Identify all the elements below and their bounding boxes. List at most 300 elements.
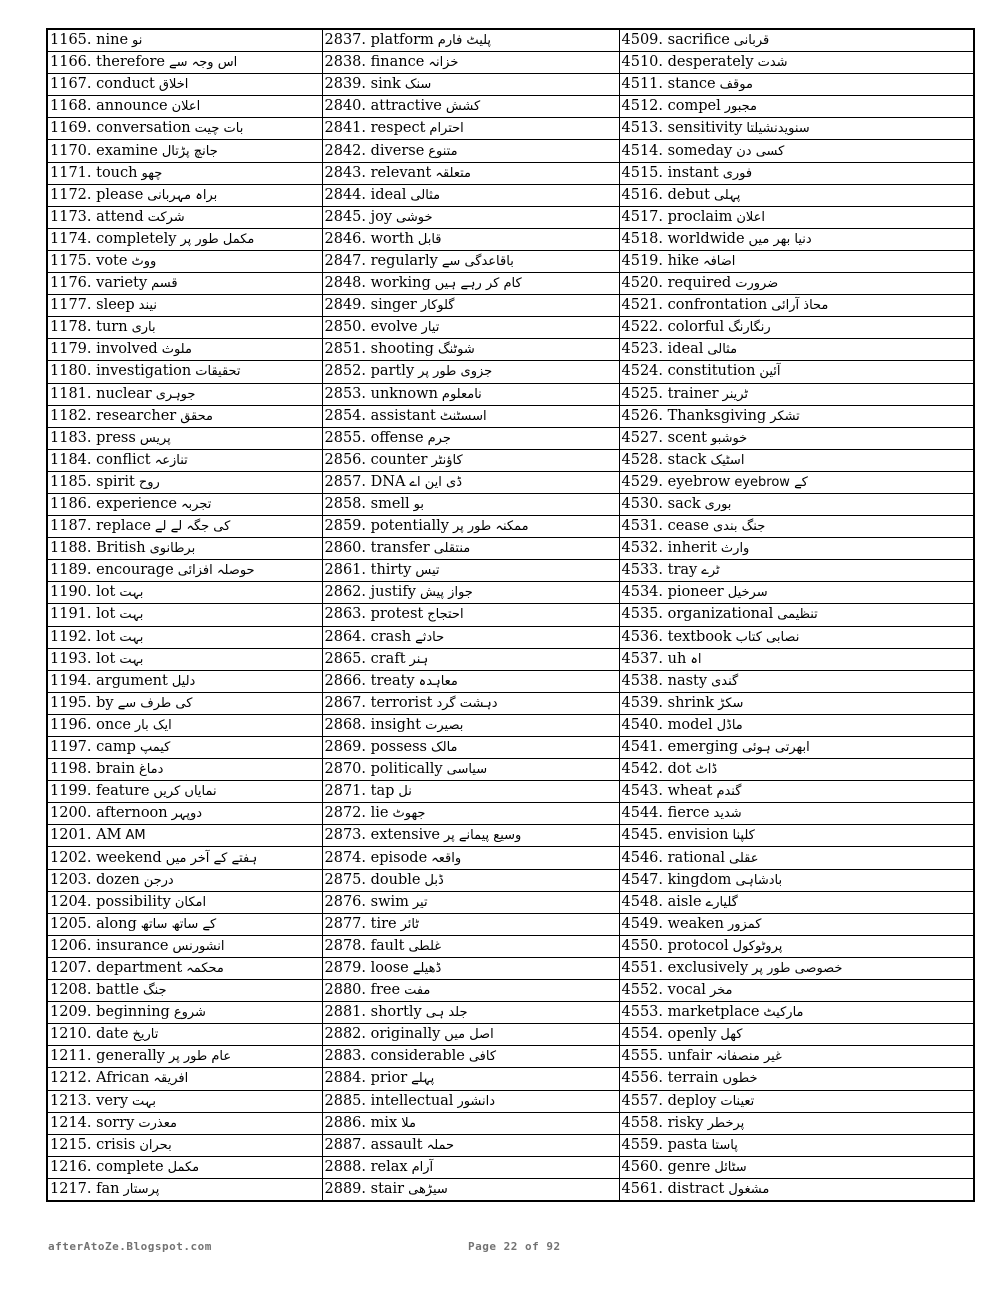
entry-number: 2862. (324, 584, 367, 601)
entry-number: 4548. (621, 893, 664, 910)
english-word: investigation (96, 363, 192, 380)
english-word: conflict (96, 451, 151, 468)
entry-number: 1197. (50, 739, 92, 756)
entry-number: 4511. (621, 76, 664, 93)
vocab-cell (619, 273, 974, 295)
vocab-cell (322, 980, 619, 1002)
urdu-translation: ڈی این اے (409, 474, 463, 490)
urdu-translation: ٹرینر (722, 386, 749, 402)
table-row (47, 560, 974, 582)
english-word: evolve (370, 319, 418, 336)
vocab-cell (47, 759, 322, 781)
vocab-cell (47, 869, 322, 891)
english-word: tray (667, 562, 698, 579)
urdu-translation: ڈھیلے (412, 960, 442, 976)
entry-number: 4528. (621, 451, 664, 468)
table-row (47, 1134, 974, 1156)
entry-number: 1168. (50, 98, 92, 115)
entry-number: 2875. (324, 871, 367, 888)
entry-number: 2877. (324, 915, 367, 932)
entry-number: 1193. (50, 650, 92, 667)
entry-number: 2845. (324, 208, 367, 225)
entry-number: 1196. (50, 716, 92, 733)
vocab-cell (47, 74, 322, 96)
vocab-cell (322, 957, 619, 979)
vocab-cell (322, 273, 619, 295)
urdu-translation: جنگ بندی (713, 519, 766, 535)
english-word: therefore (96, 54, 165, 71)
entry-number: 4527. (621, 429, 664, 446)
english-word: platform (370, 32, 434, 49)
urdu-translation: پاستا (711, 1137, 738, 1153)
vocab-cell (322, 737, 619, 759)
entry-number: 1181. (50, 385, 92, 402)
entry-number: 4515. (621, 164, 664, 181)
urdu-translation: تعینات (720, 1093, 755, 1109)
urdu-translation: خزانہ (428, 55, 459, 71)
vocab-cell (619, 1134, 974, 1156)
vocab-cell (47, 1024, 322, 1046)
vocab-cell (322, 118, 619, 140)
urdu-translation: بو (413, 497, 425, 513)
vocab-cell (322, 913, 619, 935)
table-row (47, 162, 974, 184)
urdu-translation: عام طور پر (168, 1049, 232, 1065)
urdu-translation: دماغ (138, 762, 164, 778)
entry-number: 4525. (621, 385, 664, 402)
urdu-translation: نامعلوم (441, 386, 482, 402)
vocab-cell (47, 604, 322, 626)
table-row (47, 493, 974, 515)
vocab-cell (619, 737, 974, 759)
english-word: respect (370, 120, 426, 137)
vocab-cell (322, 449, 619, 471)
urdu-translation: قابل (417, 231, 442, 247)
entry-number: 1202. (50, 849, 92, 866)
entry-number: 4522. (621, 319, 664, 336)
urdu-translation: پلیٹ فارم (437, 33, 492, 49)
vocab-cell (322, 825, 619, 847)
entry-number: 1210. (50, 1026, 92, 1043)
urdu-translation: ڈبل (424, 872, 444, 888)
vocab-cell (47, 648, 322, 670)
english-word: protocol (667, 937, 729, 954)
vocab-cell (619, 493, 974, 515)
entry-number: 2852. (324, 363, 367, 380)
english-word: very (96, 1092, 129, 1109)
urdu-translation: دلیل (171, 673, 196, 689)
urdu-translation: نو (132, 33, 143, 49)
urdu-translation: کھل (720, 1027, 743, 1043)
urdu-translation: سٹائل (714, 1159, 747, 1175)
vocabulary-table-body (47, 29, 974, 1201)
vocab-cell (47, 184, 322, 206)
vocab-cell (619, 1024, 974, 1046)
entry-number: 2854. (324, 407, 367, 424)
urdu-translation: نصابی کتاب (735, 629, 800, 645)
vocab-cell (47, 957, 322, 979)
entry-number: 4509. (621, 32, 664, 49)
entry-number: 4521. (621, 297, 664, 314)
entry-number: 1178. (50, 319, 92, 336)
vocab-cell (47, 118, 322, 140)
english-word: protest (370, 606, 424, 623)
urdu-translation: حملہ (426, 1137, 455, 1153)
urdu-translation: بہت (132, 1093, 157, 1109)
english-word: distract (667, 1180, 725, 1197)
table-row (47, 449, 974, 471)
urdu-translation: چھو (141, 165, 163, 181)
entry-number: 1217. (50, 1180, 92, 1197)
urdu-translation: ووٹ (131, 253, 157, 269)
english-word: rational (667, 849, 726, 866)
english-word: sorry (96, 1114, 135, 1131)
urdu-translation: آئین (759, 364, 781, 380)
english-word: someday (667, 142, 733, 159)
urdu-translation: جھوٹ (392, 806, 426, 822)
entry-number: 1204. (50, 893, 92, 910)
vocab-cell (47, 317, 322, 339)
urdu-translation: خوشبو (710, 430, 748, 446)
urdu-translation: گندم (716, 784, 742, 800)
vocab-cell (322, 516, 619, 538)
vocab-cell (322, 781, 619, 803)
urdu-translation: اس وجہ سے (169, 55, 238, 71)
entry-number: 2849. (324, 297, 367, 314)
entry-number: 4532. (621, 540, 664, 557)
urdu-translation: بہت (119, 607, 144, 623)
urdu-translation: احترام (429, 121, 464, 137)
entry-number: 2882. (324, 1026, 367, 1043)
table-row (47, 1090, 974, 1112)
entry-number: 1179. (50, 341, 92, 358)
urdu-translation: خصوصی طور پر (752, 960, 843, 976)
vocab-cell (619, 803, 974, 825)
urdu-translation: ٹائر (400, 916, 419, 932)
english-word: lot (96, 650, 116, 667)
table-row (47, 737, 974, 759)
entry-number: 1184. (50, 451, 92, 468)
english-word: extensive (370, 827, 440, 844)
urdu-translation: مثالی (410, 187, 441, 203)
english-word: swim (370, 893, 409, 910)
footer-page-number: Page 22 of 92 (468, 1240, 561, 1253)
english-word: lot (96, 584, 116, 601)
urdu-translation: واقعہ (431, 850, 462, 866)
vocab-cell (619, 935, 974, 957)
vocab-cell (619, 604, 974, 626)
urdu-translation: افریقہ (153, 1071, 189, 1087)
english-word: mix (370, 1114, 398, 1131)
urdu-translation: ضرورت (735, 276, 779, 292)
english-word: assistant (370, 407, 436, 424)
entry-number: 4523. (621, 341, 664, 358)
vocab-cell (47, 493, 322, 515)
table-row (47, 759, 974, 781)
entry-number: 2889. (324, 1180, 367, 1197)
entry-number: 1167. (50, 76, 92, 93)
english-word: replace (96, 518, 151, 535)
entry-number: 4526. (621, 407, 664, 424)
english-word: sink (370, 76, 401, 93)
entry-number: 4510. (621, 54, 664, 71)
vocab-cell (322, 29, 619, 52)
vocab-cell (619, 869, 974, 891)
table-row (47, 317, 974, 339)
english-word: dot (667, 761, 692, 778)
entry-number: 4544. (621, 805, 664, 822)
english-word: loose (370, 959, 409, 976)
entry-number: 4557. (621, 1092, 664, 1109)
vocab-cell (47, 96, 322, 118)
table-row (47, 803, 974, 825)
english-word: spirit (96, 473, 135, 490)
urdu-translation: بادشاہی (735, 872, 783, 888)
entry-number: 1208. (50, 982, 92, 999)
urdu-translation: تحقیقات (195, 364, 241, 380)
english-word: deploy (667, 1092, 717, 1109)
vocab-cell (47, 339, 322, 361)
vocab-cell (619, 250, 974, 272)
entry-number: 1195. (50, 694, 92, 711)
english-word: examine (96, 142, 158, 159)
entry-number: 1189. (50, 562, 92, 579)
urdu-translation: سیڑھی (408, 1181, 448, 1197)
vocab-cell (619, 980, 974, 1002)
urdu-translation: ممکنہ طور پر (452, 519, 529, 535)
entry-number: 2867. (324, 694, 367, 711)
urdu-translation: جرم (427, 430, 451, 446)
vocab-cell (619, 427, 974, 449)
entry-number: 2876. (324, 893, 367, 910)
table-row (47, 96, 974, 118)
vocab-cell (47, 295, 322, 317)
urdu-translation: کاؤنٹر (431, 452, 463, 468)
urdu-translation: تاریخ (132, 1027, 159, 1043)
entry-number: 2872. (324, 805, 367, 822)
vocab-cell (619, 582, 974, 604)
urdu-translation: کافی (468, 1049, 497, 1065)
entry-number: 1174. (50, 230, 92, 247)
vocab-cell (619, 1046, 974, 1068)
english-word: offense (370, 429, 424, 446)
urdu-translation: فوری (722, 165, 753, 181)
entry-number: 1183. (50, 429, 92, 446)
entry-number: 4519. (621, 252, 664, 269)
vocab-cell (322, 184, 619, 206)
vocab-cell (619, 317, 974, 339)
urdu-translation: غلطی (408, 938, 442, 954)
english-word: double (370, 871, 421, 888)
urdu-translation: تنظیمی (777, 607, 818, 623)
urdu-translation: شرکت (147, 209, 185, 225)
english-word: pioneer (667, 584, 724, 601)
vocab-cell (322, 538, 619, 560)
entry-number: 2851. (324, 341, 367, 358)
english-word: lie (370, 805, 389, 822)
english-word: diverse (370, 142, 425, 159)
english-word: worldwide (667, 230, 745, 247)
vocab-cell (619, 560, 974, 582)
english-word: date (96, 1026, 129, 1043)
urdu-translation: متنوع (428, 143, 458, 159)
table-row (47, 648, 974, 670)
vocab-cell (47, 560, 322, 582)
entry-number: 1191. (50, 606, 92, 623)
table-row (47, 604, 974, 626)
urdu-translation: ایک بار (134, 717, 172, 733)
english-word: possess (370, 739, 427, 756)
english-word: model (667, 716, 713, 733)
vocab-cell (47, 935, 322, 957)
entry-number: 1199. (50, 783, 92, 800)
vocab-cell (47, 803, 322, 825)
english-word: relax (370, 1158, 408, 1175)
urdu-translation: وارث (720, 541, 750, 557)
english-word: shortly (370, 1004, 422, 1021)
vocab-cell (619, 891, 974, 913)
english-word: conduct (96, 76, 155, 93)
table-row (47, 250, 974, 272)
urdu-translation: متعلقہ (435, 165, 472, 181)
entry-number: 4520. (621, 275, 664, 292)
urdu-translation: جوہری (155, 386, 196, 402)
vocab-cell (322, 1068, 619, 1090)
entry-number: 4554. (621, 1026, 664, 1043)
vocab-cell (47, 582, 322, 604)
vocab-cell (47, 538, 322, 560)
urdu-translation: کمزور (727, 916, 762, 932)
vocab-cell (322, 626, 619, 648)
entry-number: 2888. (324, 1158, 367, 1175)
vocab-cell (47, 781, 322, 803)
vocab-cell (322, 560, 619, 582)
english-word: considerable (370, 1048, 465, 1065)
english-word: proclaim (667, 208, 733, 225)
urdu-translation: بحران (139, 1137, 172, 1153)
entry-number: 2861. (324, 562, 367, 579)
urdu-translation: تیار (421, 320, 440, 336)
urdu-translation: اعلان (736, 209, 766, 225)
vocab-cell (47, 1178, 322, 1201)
vocab-cell (322, 250, 619, 272)
english-word: intellectual (370, 1092, 454, 1109)
vocab-cell (619, 1068, 974, 1090)
entry-number: 2857. (324, 473, 367, 490)
table-row (47, 427, 974, 449)
english-word: attractive (370, 98, 442, 115)
english-word: AM (96, 827, 122, 844)
table-row (47, 471, 974, 493)
entry-number: 1200. (50, 805, 92, 822)
entry-number: 1188. (50, 540, 92, 557)
entry-number: 4561. (621, 1180, 664, 1197)
entry-number: 2839. (324, 76, 367, 93)
urdu-translation: ڈاٹ (695, 762, 718, 778)
entry-number: 2885. (324, 1092, 367, 1109)
english-word: organizational (667, 606, 774, 623)
urdu-translation: خوشی (396, 209, 433, 225)
entry-number: 4534. (621, 584, 664, 601)
english-word: wheat (667, 783, 713, 800)
urdu-translation: ملوث (161, 342, 192, 358)
urdu-translation: ماڈل (716, 717, 743, 733)
entry-number: 1192. (50, 628, 92, 645)
vocab-cell (47, 273, 322, 295)
english-word: fan (96, 1180, 120, 1197)
english-word: worth (370, 230, 414, 247)
english-word: stance (667, 76, 716, 93)
english-word: beginning (96, 1004, 170, 1021)
english-word: possibility (96, 893, 171, 910)
urdu-translation: مالک (430, 740, 458, 756)
urdu-translation: نل (398, 784, 412, 800)
vocab-cell (322, 1178, 619, 1201)
vocab-cell (619, 118, 974, 140)
entry-number: 2864. (324, 628, 367, 645)
vocab-cell (47, 250, 322, 272)
english-word: attend (96, 208, 144, 225)
entry-number: 4535. (621, 606, 664, 623)
urdu-translation: محقق (180, 408, 213, 424)
english-word: unfair (667, 1048, 712, 1065)
urdu-translation: اہ (690, 651, 702, 667)
vocab-cell (619, 228, 974, 250)
english-word: fault (370, 937, 405, 954)
english-word: inherit (667, 540, 717, 557)
vocab-cell (47, 714, 322, 736)
table-row (47, 781, 974, 803)
entry-number: 4552. (621, 982, 664, 999)
urdu-translation: محاذ آرائی (771, 298, 829, 314)
urdu-translation: باری (131, 320, 156, 336)
vocab-cell (322, 471, 619, 493)
entry-number: 4514. (621, 142, 664, 159)
english-word: finance (370, 54, 425, 71)
vocab-cell (322, 228, 619, 250)
english-word: argument (96, 672, 168, 689)
urdu-translation: باقاعدگی سے (441, 253, 514, 269)
english-word: compel (667, 98, 721, 115)
entry-number: 1166. (50, 54, 92, 71)
vocab-cell (619, 140, 974, 162)
english-word: trainer (667, 385, 719, 402)
entry-number: 4558. (621, 1114, 664, 1131)
entry-number: 4559. (621, 1136, 664, 1153)
entry-number: 2886. (324, 1114, 367, 1131)
vocab-cell (619, 361, 974, 383)
vocab-cell (322, 1134, 619, 1156)
entry-number: 4517. (621, 208, 664, 225)
entry-number: 1170. (50, 142, 92, 159)
vocab-cell (322, 74, 619, 96)
vocab-cell (47, 626, 322, 648)
english-word: nine (96, 32, 129, 49)
english-word: free (370, 982, 401, 999)
entry-number: 2884. (324, 1070, 367, 1087)
table-row (47, 1002, 974, 1024)
english-word: treaty (370, 672, 415, 689)
vocab-cell (619, 957, 974, 979)
entry-number: 1203. (50, 871, 92, 888)
vocab-cell (47, 383, 322, 405)
urdu-translation: محکمہ (186, 960, 224, 976)
english-word: touch (96, 164, 138, 181)
entry-number: 2837. (324, 32, 367, 49)
english-word: experience (96, 496, 177, 513)
english-word: instant (667, 164, 719, 181)
urdu-translation: براہ مہربانی (147, 187, 218, 203)
